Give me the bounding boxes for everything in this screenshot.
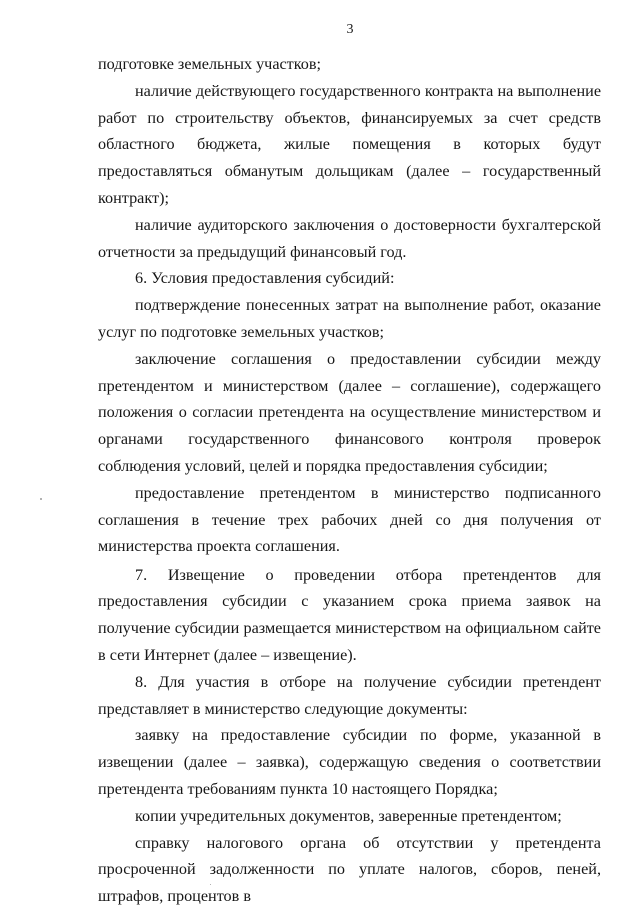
scan-speck	[40, 498, 42, 500]
paragraph-text: заявку на предоставление субсидии по форме, указанной в извещении (далее – заявка), содержащую сведения о соответствии претендента требованиям пункта 10 настоящего Порядка;	[98, 726, 601, 799]
page-number: 3	[346, 22, 354, 37]
paragraph-text: наличие действующего государственного контракта на выполнение работ по строительству объектов, финансируемых за счет средств областного бюджета, жилые помещения в которых будут предоставляться обманутым дольщикам (далее – государственный контракт);	[98, 81, 601, 207]
numbered-paragraph: 7. Извещение о проведении отбора претендентов для предоставления субсидии с указанием срока приема заявок на получение субсидии размещается министерством на официальном сайте в сети Интернет (далее – извещение).	[98, 565, 601, 665]
document-body	[98, 51, 601, 910]
paragraph-text: предоставление претендентом в министерство подписанного соглашения в течение трех рабочих дней со дня получения от министерства проекта соглашения.	[98, 483, 601, 556]
paragraph-text: наличие аудиторского заключения о достоверности бухгалтерской отчетности за предыдущий финансовый год.	[98, 215, 601, 261]
paragraph-text: подтверждение понесенных затрат на выполнение работ, оказание услуг по подготовке земельных участков;	[98, 296, 601, 341]
paragraph-text: подготовке земельных участков;	[98, 55, 322, 73]
paragraph-text: справку налогового органа об отсутствии у претендента просроченной задолженности по уплате налогов, сборов, пеней, штрафов, процентов в	[98, 833, 601, 906]
numbered-paragraph: 8. Для участия в отборе на получение субсидии претендент представляет в министерство следующие документы:	[98, 672, 601, 718]
paragraph-text: копии учредительных документов, заверенные претендентом;	[135, 806, 562, 825]
section-heading: 6. Условия предоставления субсидий:	[135, 269, 395, 288]
scan-speck	[210, 884, 211, 885]
paragraph-text: заключение соглашения о предоставлении субсидии между претендентом и министерством (далее – соглашение), содержащего положения о согласии претендента на осуществление министерством и органами государственного финансового контроля проверок соблюдения условий, целей и порядка предоставления субсидии;	[98, 349, 601, 475]
